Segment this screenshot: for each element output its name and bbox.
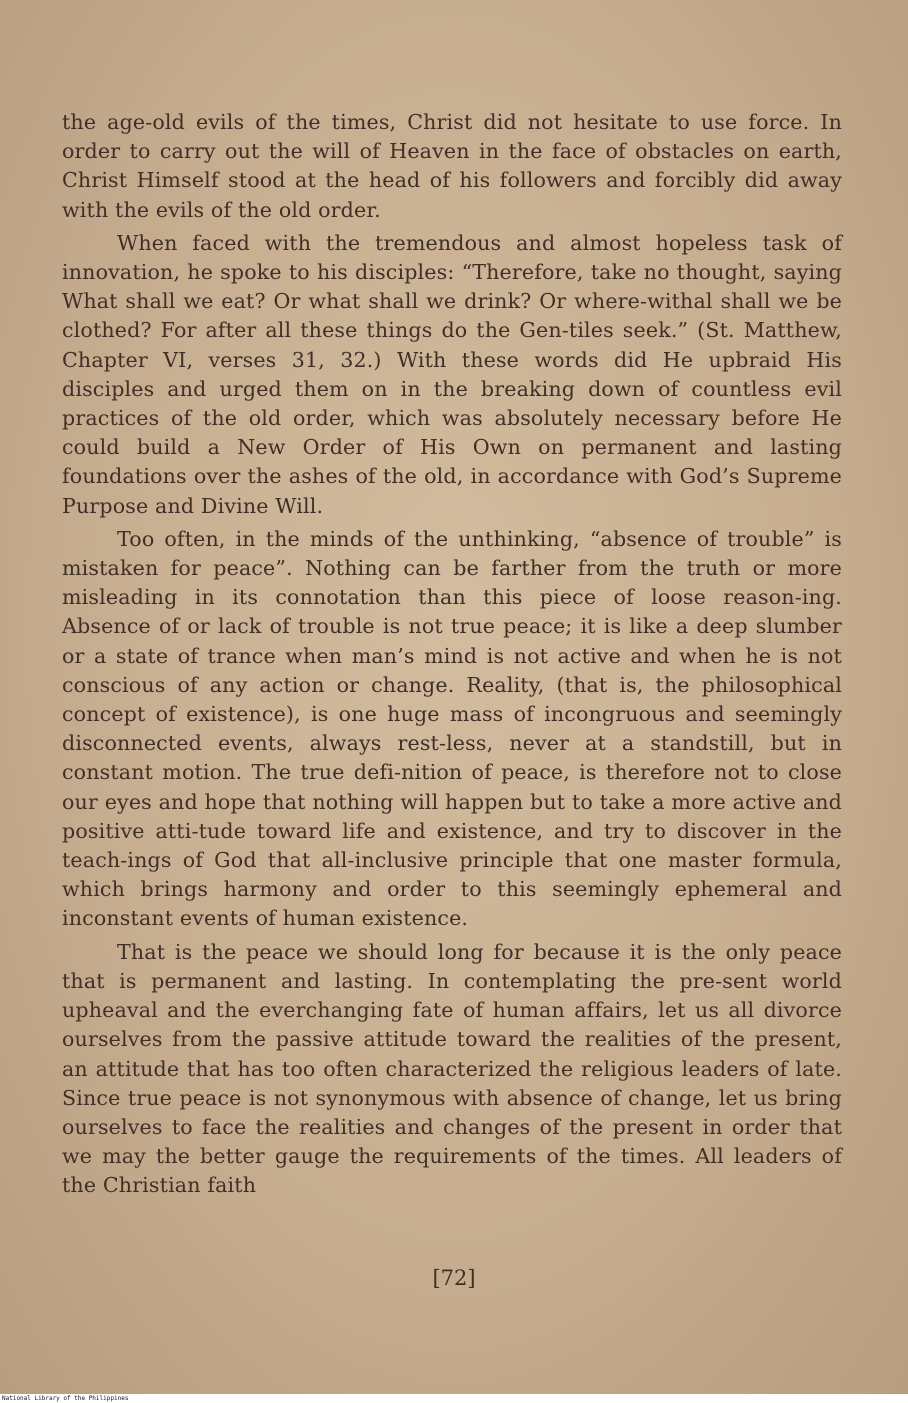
footer-strip <box>0 1394 908 1403</box>
page-number: [72] <box>432 1266 476 1290</box>
paragraph-1: the age-old evils of the times, Christ did not hesitate to use force. In order to carry out the will of Heaven in the face of obstacles on earth, Christ Himself stood at the head of his followers and forcibly did away with the evils of the old order. <box>62 110 842 222</box>
paragraph-4: That is the peace we should long for because it is the only peace that is permanent and lasting. In contemplating the pre-sent world upheaval and the everchanging fate of human affairs, let us all divorce ourselves from the passive attitude toward the realities of the present, an attitude that has too often characterized the religious leaders of late. Since true peace is not synonymous with absence of change, let us bring ourselves to face the realities and changes of the present in order that we may the better gauge the requirements of the times. All leaders of the Christian faith <box>62 939 842 1198</box>
paragraph-2: When faced with the tremendous and almost hopeless task of innovation, he spoke to his disciples: “Therefore, take no thought, saying What shall we eat? Or what shall we drink? Or where-withal shall we be clothed? For after all these things do the Gen-tiles seek.” (St. Matthew, Chapter VI, verses 31, 32.) With these words did He upbraid His disciples and urged them on in the breaking down of countless evil practices of the old order, which was absolutely necessary before He could build a New Order of His Own on permanent and lasting foundations over the ashes of the old, in accordance with God’s Supreme Purpose and Divine Will. <box>62 230 842 518</box>
body-text <box>62 108 842 1205</box>
paragraph-3: Too often, in the minds of the unthinking, “absence of trouble” is mistaken for peace”. Nothing can be farther from the truth or more misleading in its connotation than this piece of loose reason-ing. Absence of or lack of trouble is not true peace; it is like a deep slumber or a state of trance when man’s mind is not active and when he is not conscious of any action or change. Reality, (that is, the philosophical concept of existence), is one huge mass of incongruous and seemingly disconnected events, always rest-less, never at a standstill, but in constant motion. The true defi-nition of peace, is therefore not to close our eyes and hope that nothing will happen but to take a more active and positive atti-tude toward life and existence, and try to discover in the teach-ings of God that all-inclusive principle that one master formula, which brings harmony and order to this seemingly ephemeral and inconstant events of human existence. <box>62 526 842 931</box>
library-credit: National Library of the Philippines <box>2 1395 129 1402</box>
